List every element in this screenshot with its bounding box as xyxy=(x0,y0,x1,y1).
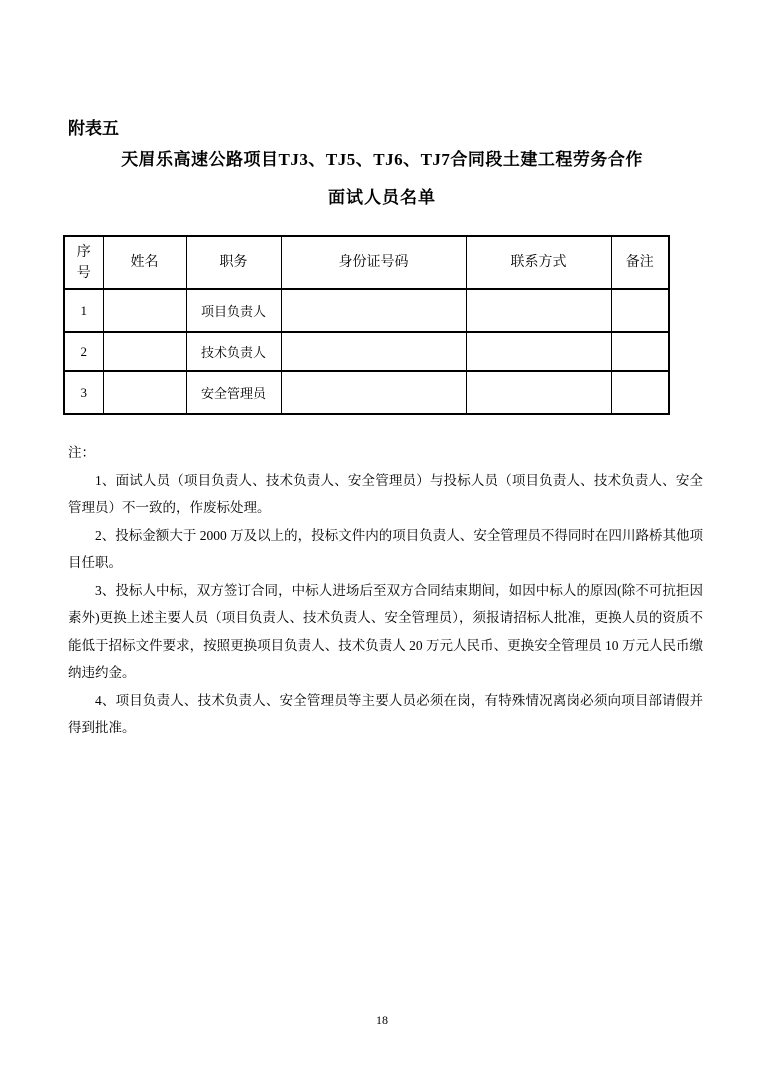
name-cell xyxy=(103,289,186,332)
note-item: 1、面试人员（项目负责人、技术负责人、安全管理员）与投标人员（项目负责人、技术负责人、安全管理员）不一致的，作废标处理。 xyxy=(68,472,703,515)
table-header-row xyxy=(64,236,669,289)
contact-cell xyxy=(466,371,611,414)
id-number-cell xyxy=(281,371,466,414)
remark-cell xyxy=(611,371,669,414)
contact-cell xyxy=(466,332,611,371)
position-cell: 技术负责人 xyxy=(186,332,281,371)
appendix-label: 附表五 xyxy=(68,119,119,138)
name-cell xyxy=(103,332,186,371)
header-serial-number xyxy=(64,236,103,289)
document-subtitle: 面试人员名单 xyxy=(328,188,436,207)
table-row xyxy=(64,332,669,371)
position-cell: 安全管理员 xyxy=(186,371,281,414)
header-position: 职务 xyxy=(186,236,281,289)
header-name: 姓名 xyxy=(103,236,186,289)
id-number-cell xyxy=(281,332,466,371)
header-serial-number-label: 序号 xyxy=(76,244,91,281)
document-title: 天眉乐高速公路项目TJ3、TJ5、TJ6、TJ7合同段土建工程劳务合作 xyxy=(121,150,643,169)
id-number-cell xyxy=(281,289,466,332)
table-row xyxy=(64,371,669,414)
table-row xyxy=(64,289,669,332)
position-cell: 项目负责人 xyxy=(186,289,281,332)
interview-roster-table xyxy=(63,235,670,415)
notes-label: 注： xyxy=(68,445,95,460)
header-remark: 备注 xyxy=(611,236,669,289)
remark-cell xyxy=(611,289,669,332)
page-number: 18 xyxy=(376,1013,388,1027)
header-contact: 联系方式 xyxy=(466,236,611,289)
note-item: 2、投标金额大于 2000 万及以上的，投标文件内的项目负责人、安全管理员不得同时在四川路桥其他项目任职。 xyxy=(68,527,703,570)
header-id-number: 身份证号码 xyxy=(281,236,466,289)
note-item: 3、投标人中标，双方签订合同，中标人进场后至双方合同结束期间，如因中标人的原因(除不可抗拒因素外)更换上述主要人员（项目负责人、技术负责人、安全管理员），须报请招标人批准，更换人员的资质不能低于招标文件要求，按照更换项目负责人、技术负责人 20 万元人民币、更换安全管理员 10 万元人民币缴纳违约金。 xyxy=(68,582,703,680)
serial-number-cell: 3 xyxy=(64,371,103,414)
serial-number-cell: 1 xyxy=(64,289,103,332)
remark-cell xyxy=(611,332,669,371)
notes-section xyxy=(68,439,703,742)
contact-cell xyxy=(466,289,611,332)
serial-number-cell: 2 xyxy=(64,332,103,371)
note-item: 4、项目负责人、技术负责人、安全管理员等主要人员必须在岗，有特殊情况离岗必须向项目部请假并得到批准。 xyxy=(68,692,703,735)
name-cell xyxy=(103,371,186,414)
